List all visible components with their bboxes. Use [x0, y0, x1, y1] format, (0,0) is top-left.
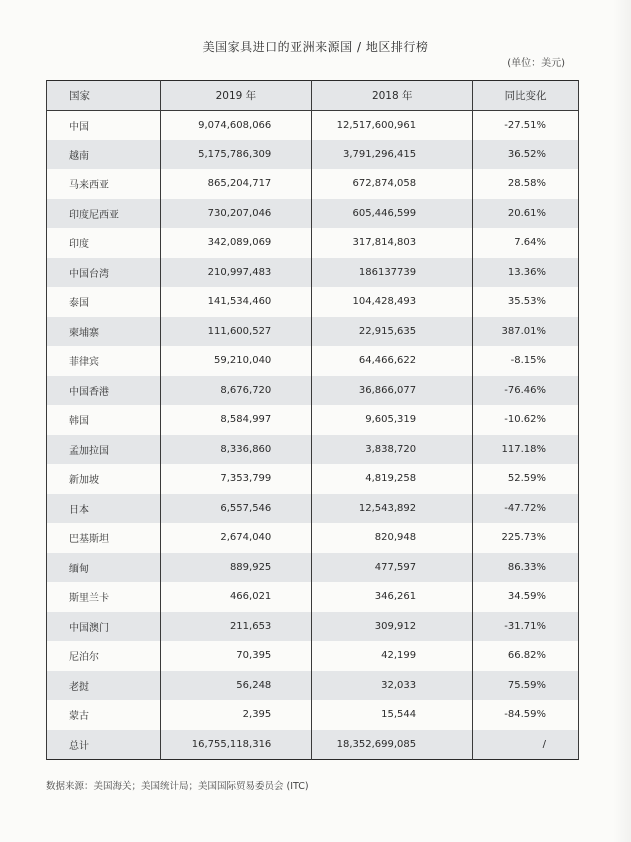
- cell-change: 66.82%: [473, 641, 579, 671]
- cell-country: 中国澳门: [47, 612, 161, 642]
- cell-2019: 5,175,786,309: [160, 140, 312, 170]
- table-row: [47, 376, 579, 406]
- header-2018: 2018 年: [312, 81, 473, 111]
- table-row: [47, 641, 579, 671]
- cell-2019: 111,600,527: [160, 317, 312, 347]
- cell-2019: 16,755,118,316: [160, 730, 312, 760]
- cell-2018: 22,915,635: [312, 317, 473, 347]
- cell-country: 马来西亚: [47, 169, 161, 199]
- unit-note: (单位：美元): [507, 58, 565, 69]
- cell-change: 225.73%: [473, 523, 579, 553]
- cell-change: /: [473, 730, 579, 760]
- cell-2018: 42,199: [312, 641, 473, 671]
- header-2019: 2019 年: [160, 81, 312, 111]
- cell-2018: 64,466,622: [312, 346, 473, 376]
- cell-change: 7.64%: [473, 228, 579, 258]
- cell-country: 总计: [47, 730, 161, 760]
- cell-country: 中国台湾: [47, 258, 161, 288]
- table-row: [47, 140, 579, 170]
- cell-change: 36.52%: [473, 140, 579, 170]
- cell-change: 387.01%: [473, 317, 579, 347]
- cell-country: 菲律宾: [47, 346, 161, 376]
- cell-2019: 889,925: [160, 553, 312, 583]
- cell-2019: 56,248: [160, 671, 312, 701]
- table-body: [47, 110, 579, 759]
- cell-change: -84.59%: [473, 700, 579, 730]
- cell-2019: 342,089,069: [160, 228, 312, 258]
- cell-2019: 6,557,546: [160, 494, 312, 524]
- cell-2019: 466,021: [160, 582, 312, 612]
- cell-2019: 8,584,997: [160, 405, 312, 435]
- cell-change: 13.36%: [473, 258, 579, 288]
- table-row: [47, 258, 579, 288]
- cell-2019: 2,674,040: [160, 523, 312, 553]
- cell-2018: 104,428,493: [312, 287, 473, 317]
- cell-2018: 309,912: [312, 612, 473, 642]
- cell-change: 28.58%: [473, 169, 579, 199]
- cell-2019: 730,207,046: [160, 199, 312, 229]
- table-row: [47, 405, 579, 435]
- cell-2018: 4,819,258: [312, 464, 473, 494]
- cell-country: 老挝: [47, 671, 161, 701]
- cell-change: 20.61%: [473, 199, 579, 229]
- cell-change: 117.18%: [473, 435, 579, 465]
- cell-2018: 12,517,600,961: [312, 110, 473, 140]
- cell-2018: 186137739: [312, 258, 473, 288]
- cell-2018: 317,814,803: [312, 228, 473, 258]
- cell-country: 印度: [47, 228, 161, 258]
- cell-2019: 59,210,040: [160, 346, 312, 376]
- table-row: [47, 199, 579, 229]
- cell-country: 尼泊尔: [47, 641, 161, 671]
- table-row: [47, 582, 579, 612]
- cell-change: -76.46%: [473, 376, 579, 406]
- cell-2019: 8,336,860: [160, 435, 312, 465]
- table-total-row: [47, 730, 579, 760]
- table-row: [47, 464, 579, 494]
- document-title: 美国家具进口的亚洲来源国 / 地区排行榜: [202, 40, 429, 54]
- cell-country: 斯里兰卡: [47, 582, 161, 612]
- cell-change: 34.59%: [473, 582, 579, 612]
- cell-2019: 2,395: [160, 700, 312, 730]
- header-change: 同比变化: [473, 81, 579, 111]
- table-row: [47, 317, 579, 347]
- cell-2018: 3,838,720: [312, 435, 473, 465]
- page-edge-shadow: [613, 0, 631, 842]
- import-ranking-table: [46, 80, 579, 760]
- cell-country: 越南: [47, 140, 161, 170]
- cell-2019: 865,204,717: [160, 169, 312, 199]
- cell-country: 中国: [47, 110, 161, 140]
- cell-change: -31.71%: [473, 612, 579, 642]
- table-row: [47, 346, 579, 376]
- cell-country: 日本: [47, 494, 161, 524]
- cell-2019: 8,676,720: [160, 376, 312, 406]
- table-header-row: [47, 81, 579, 111]
- cell-2018: 3,791,296,415: [312, 140, 473, 170]
- cell-2019: 211,653: [160, 612, 312, 642]
- table-row: [47, 553, 579, 583]
- table-row: [47, 110, 579, 140]
- cell-2019: 70,395: [160, 641, 312, 671]
- cell-country: 孟加拉国: [47, 435, 161, 465]
- cell-2018: 12,543,892: [312, 494, 473, 524]
- cell-2018: 36,866,077: [312, 376, 473, 406]
- table-row: [47, 494, 579, 524]
- cell-country: 蒙古: [47, 700, 161, 730]
- cell-change: -27.51%: [473, 110, 579, 140]
- cell-change: 52.59%: [473, 464, 579, 494]
- cell-2019: 7,353,799: [160, 464, 312, 494]
- cell-change: -8.15%: [473, 346, 579, 376]
- cell-2018: 477,597: [312, 553, 473, 583]
- cell-2018: 605,446,599: [312, 199, 473, 229]
- cell-2018: 15,544: [312, 700, 473, 730]
- cell-2018: 820,948: [312, 523, 473, 553]
- cell-2018: 9,605,319: [312, 405, 473, 435]
- cell-2018: 346,261: [312, 582, 473, 612]
- cell-change: 35.53%: [473, 287, 579, 317]
- table-row: [47, 671, 579, 701]
- cell-country: 缅甸: [47, 553, 161, 583]
- cell-change: -47.72%: [473, 494, 579, 524]
- cell-country: 新加坡: [47, 464, 161, 494]
- cell-country: 巴基斯坦: [47, 523, 161, 553]
- cell-change: 75.59%: [473, 671, 579, 701]
- cell-change: 86.33%: [473, 553, 579, 583]
- cell-2019: 9,074,608,066: [160, 110, 312, 140]
- cell-country: 泰国: [47, 287, 161, 317]
- cell-country: 中国香港: [47, 376, 161, 406]
- table-row: [47, 700, 579, 730]
- cell-2018: 32,033: [312, 671, 473, 701]
- table-row: [47, 435, 579, 465]
- table-row: [47, 612, 579, 642]
- table-row: [47, 228, 579, 258]
- cell-country: 韩国: [47, 405, 161, 435]
- cell-country: 柬埔寨: [47, 317, 161, 347]
- cell-country: 印度尼西亚: [47, 199, 161, 229]
- header-country: 国家: [47, 81, 161, 111]
- cell-2018: 672,874,058: [312, 169, 473, 199]
- cell-change: -10.62%: [473, 405, 579, 435]
- cell-2019: 141,534,460: [160, 287, 312, 317]
- table-row: [47, 523, 579, 553]
- data-source-note: 数据来源：美国海关；美国统计局；美国国际贸易委员会 (ITC): [46, 781, 309, 792]
- table-row: [47, 169, 579, 199]
- cell-2019: 210,997,483: [160, 258, 312, 288]
- table-row: [47, 287, 579, 317]
- cell-2018: 18,352,699,085: [312, 730, 473, 760]
